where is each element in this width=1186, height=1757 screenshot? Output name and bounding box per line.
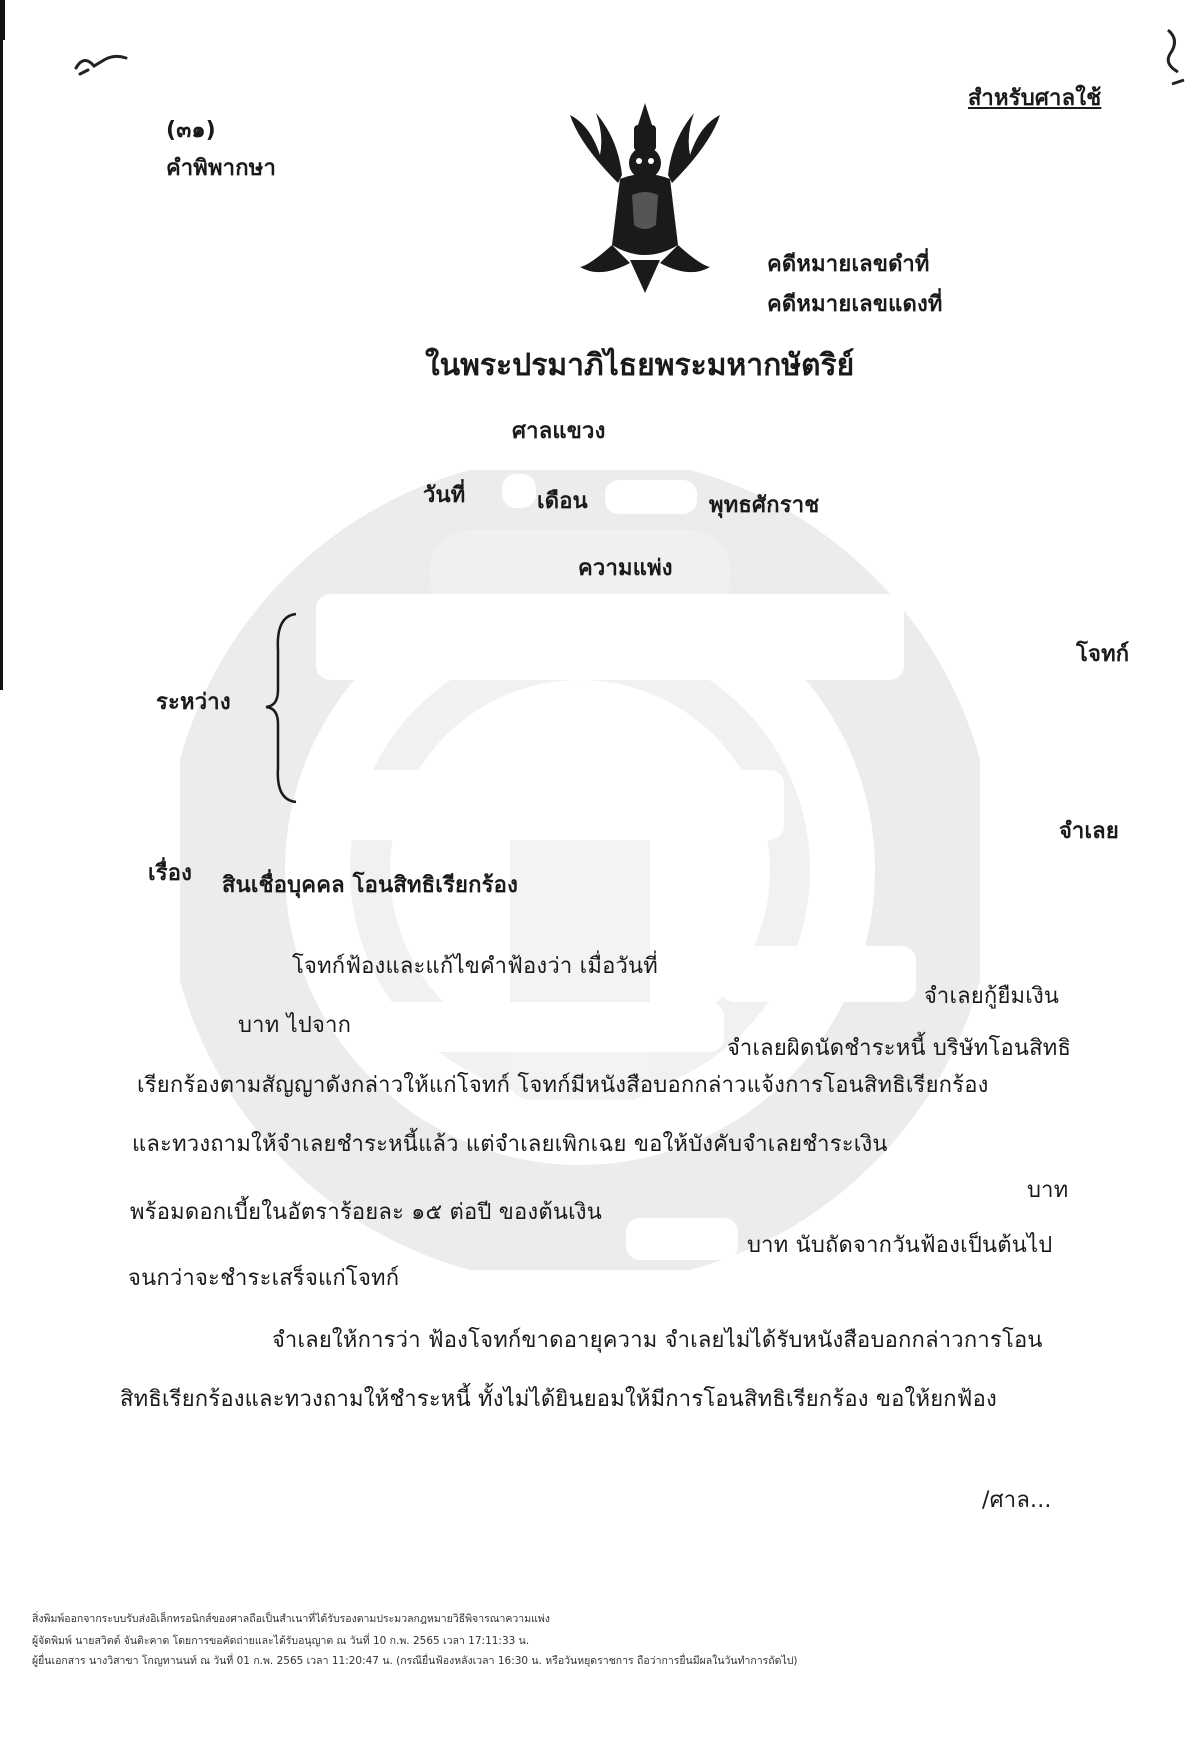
footer-line: ผู้ยื่นเอกสาร นางวิสาขา โกญทานนท์ ณ วันที่ 01 ก.พ. 2565 เวลา 11:20:47 น. (กรณียื่นฟ้องหลังเวลา 16:30 น. หรือวันหยุดราชการ ถือว่าการยื่นมีผลในวันทำการถัดไป)	[32, 1655, 798, 1667]
date-month-label: เดือน	[537, 489, 588, 514]
form-title: คำพิพากษา	[166, 156, 277, 181]
scan-edge-mark	[0, 0, 5, 40]
body-line: บาท ไปจาก	[238, 1013, 352, 1038]
red-case-number-label: คดีหมายเลขแดงที่	[767, 292, 943, 317]
date-year-label: พุทธศักราช	[709, 493, 820, 518]
defendant-label: จำเลย	[1059, 819, 1119, 844]
handwritten-corner-mark-icon	[1160, 20, 1186, 90]
court-use-label: สำหรับศาลใช้	[968, 86, 1102, 111]
redaction	[380, 1002, 724, 1052]
body-line: และทวงถามให้จำเลยชำระหนี้แล้ว แต่จำเลยเพิกเฉย ขอให้บังคับจำเลยชำระเงิน	[132, 1132, 888, 1157]
body-line: พร้อมดอกเบี้ยในอัตราร้อยละ ๑๕ ต่อปี ของต้นเงิน	[130, 1200, 602, 1225]
garuda-emblem-icon	[560, 95, 730, 295]
body-line: บาท นับถัดจากวันฟ้องเป็นต้นไป	[747, 1233, 1053, 1258]
footer-line: ผู้จัดพิมพ์ นายสวิตต์ จันติะคาด โดยการขอคัดถ่ายและได้รับอนุญาต ณ วันที่ 10 ก.พ. 2565 เวลา 17:11:33 น.	[32, 1635, 530, 1647]
redaction	[884, 1160, 1018, 1206]
body-line: โจทก์ฟ้องและแก้ไขคำฟ้องว่า เมื่อวันที่	[292, 954, 658, 979]
between-label: ระหว่าง	[156, 690, 231, 715]
continued-marker: /ศาล...	[982, 1488, 1052, 1513]
royal-invocation: ในพระปรมาภิไธยพระมหากษัตริย์	[425, 348, 855, 383]
redaction	[605, 480, 697, 514]
handwritten-mark-icon	[70, 44, 140, 84]
body-line: จนกว่าจะชำระเสร็จแก่โจทก์	[128, 1266, 400, 1291]
scan-edge-line	[0, 0, 3, 690]
body-line: เรียกร้องตามสัญญาดังกล่าวให้แก่โจทก์ โจทก์มีหนังสือบอกกล่าวแจ้งการโอนสิทธิเรียกร้อง	[137, 1073, 989, 1098]
black-case-number-label: คดีหมายเลขดำที่	[767, 252, 930, 277]
parties-brace-icon	[262, 610, 302, 805]
redaction	[318, 770, 784, 840]
footer-line: สิ่งพิมพ์ออกจากระบบรับส่งอิเล็กทรอนิกส์ของศาลถือเป็นสำเนาที่ได้รับรองตามประมวลกฎหมายวิธีพิจารณาความแพ่ง	[32, 1613, 550, 1625]
body-line: จำเลยให้การว่า ฟ้องโจทก์ขาดอายุความ จำเลยไม่ได้รับหนังสือบอกกล่าวการโอน	[272, 1328, 1043, 1353]
case-type: ความแพ่ง	[578, 556, 673, 581]
form-number: (๓๑)	[166, 118, 216, 143]
subject-value: สินเชื่อบุคคล โอนสิทธิเรียกร้อง	[222, 873, 519, 898]
body-line: จำเลยกู้ยืมเงิน	[924, 984, 1060, 1009]
redaction	[720, 946, 916, 1002]
subject-label: เรื่อง	[148, 861, 193, 886]
redaction	[502, 474, 536, 508]
court-name: ศาลแขวง	[512, 419, 606, 444]
body-line: จำเลยผิดนัดชำระหนี้ บริษัทโอนสิทธิ	[727, 1036, 1072, 1061]
redaction	[626, 1218, 738, 1260]
date-day-label: วันที่	[423, 483, 466, 508]
plaintiff-label: โจทก์	[1076, 642, 1130, 667]
redaction	[316, 594, 904, 680]
body-line: สิทธิเรียกร้องและทวงถามให้ชำระหนี้ ทั้งไม่ได้ยินยอมให้มีการโอนสิทธิเรียกร้อง ขอให้ยกฟ้อง	[120, 1387, 997, 1412]
body-line: บาท	[1027, 1178, 1069, 1203]
